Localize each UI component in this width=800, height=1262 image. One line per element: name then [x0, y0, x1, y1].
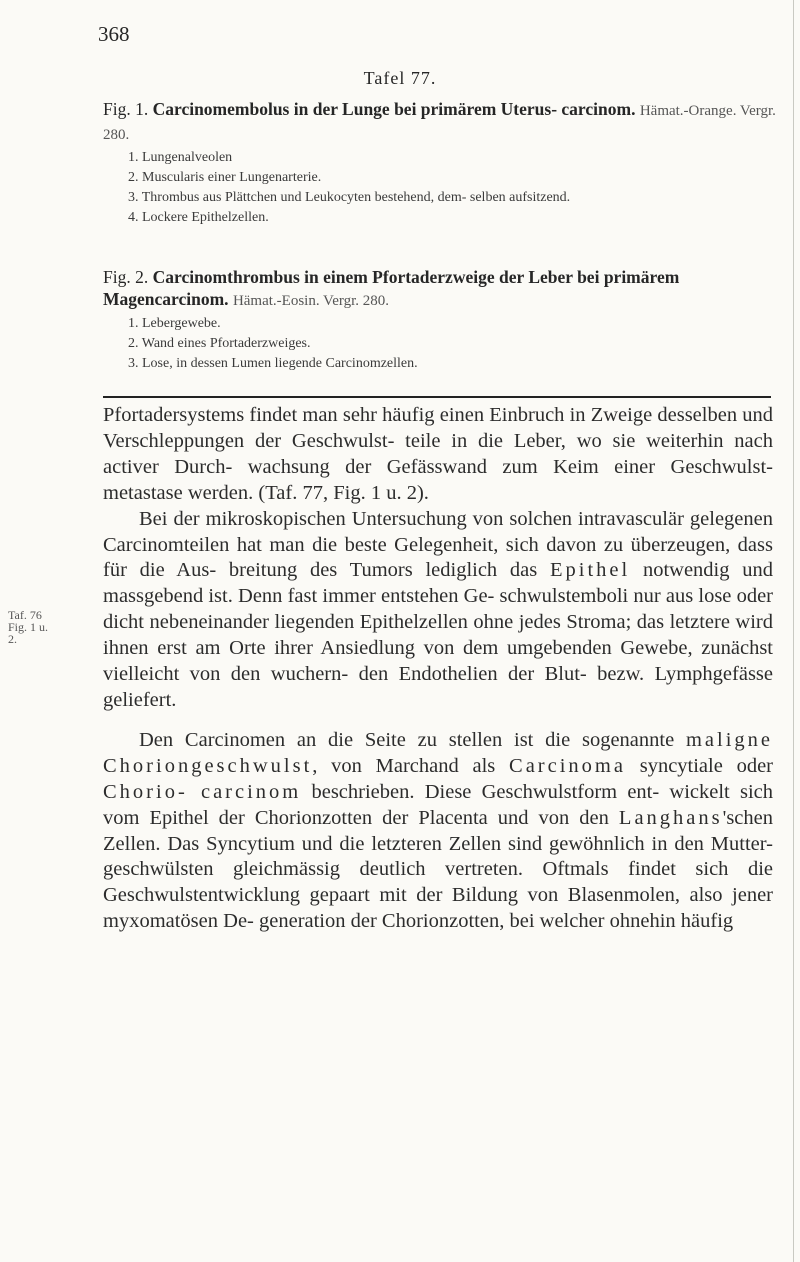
- figure-2-legend: [103, 314, 783, 374]
- figure-2-legend-item: 2. Wand eines Pfortaderzweiges.: [128, 336, 311, 351]
- figure-1-legend-item: 3. Thrombus aus Plättchen und Leukocyten bestehend, dem- selben aufsitzend.: [128, 190, 571, 205]
- figure-1-heading: [103, 98, 783, 146]
- page-edge-line: [793, 0, 794, 1262]
- margin-reference-line: Taf. 76: [8, 608, 42, 622]
- figure-2-caption: [103, 266, 783, 374]
- paragraph-1: Pfortadersystems findet man sehr häufig einen Einbruch in Zweige desselben und Verschleppungen der Geschwulst- teile in die Leber, wo sie weiterhin nach activer Durch- wachsung der Gefässwand zum Keim einer Geschwulst- metastase werden. (Taf. 77, Fig. 1 u. 2).: [103, 404, 773, 504]
- emphasis-epithel: Epithel: [550, 559, 631, 582]
- figure-1-title: Carcinomembolus in der Lunge bei primärem Uterus- carcinom.: [152, 99, 636, 119]
- body-text: [103, 403, 773, 935]
- paragraph-3-text: , von Marchand als: [312, 754, 510, 777]
- figure-2-title: Carcinomthrombus in einem Pfortaderzweige der Leber bei primärem Magencarcinom.: [103, 267, 680, 309]
- paragraph-3-text: syncytiale oder: [625, 754, 773, 777]
- figure-2-legend-item: 1. Lebergewebe.: [128, 316, 221, 331]
- paragraph-2-text: notwendig und massgebend ist. Denn fast immer entstehen Ge- schwulstemboli nur aus lose oder dicht nebeneinander liegenden Epithelzellen ohne jedes Stroma; das letztere wird ihnen erst am Orte ihrer Ansiedlung von dem umgebenden Gewebe, zunächst vielleicht von den wuchern- den Endothelien der Blut- bezw. Lymphgefässe geliefert.: [103, 559, 773, 711]
- paragraph-3: [103, 728, 773, 935]
- figure-1-legend: [103, 148, 783, 228]
- page-number: 368: [98, 22, 130, 46]
- figure-1-legend-item: 4. Lockere Epithelzellen.: [128, 210, 269, 225]
- emphasis-langhans: Langhans: [618, 806, 723, 829]
- figure-2-meta: Hämat.-Eosin. Vergr. 280.: [232, 293, 390, 309]
- margin-reference: [8, 609, 48, 645]
- figure-1-caption: [103, 98, 783, 228]
- paragraph-2: [103, 507, 773, 714]
- figure-2-label: Fig. 2.: [103, 267, 149, 287]
- margin-reference-line: Fig. 1 u. 2.: [8, 620, 49, 646]
- figure-2-legend-item: 3. Lose, in dessen Lumen liegende Carcinomzellen.: [128, 356, 418, 371]
- emphasis-choriocarcinom: Chorio- carcinom: [103, 780, 302, 803]
- figure-2-heading: [103, 266, 783, 312]
- plate-title: Tafel 77.: [363, 68, 437, 88]
- figure-1-legend-item: 2. Muscularis einer Lungenarterie.: [128, 170, 322, 185]
- paragraph-3-text: beschrieben. Diese Geschwulstform ent- wickelt sich vom Epithel der Chorionzotten der Placenta und von den: [103, 780, 773, 829]
- paragraph-2-text: Bei der mikroskopischen Untersuchung von solchen intravasculär gelegenen Carcinomteilen hat man die beste Gelegenheit, sich davon zu überzeugen, dass für die Aus- breitung des Tumors lediglich das: [103, 507, 773, 582]
- figure-1-meta: Hämat.-Orange. Vergr. 280.: [103, 103, 776, 143]
- paragraph-3-text: Den Carcinomen an die Seite zu stellen ist die sogenannte: [139, 728, 686, 751]
- section-divider: [103, 396, 771, 398]
- figure-1-legend-item: 1. Lungenalveolen: [128, 150, 233, 165]
- emphasis-carcinoma: Carcinoma: [509, 754, 626, 777]
- emphasis-maligne-choriongeschwulst: maligne Choriongeschwulst: [103, 728, 773, 777]
- paragraph-3-text: 'schen Zellen. Das Syncytium und die letzteren Zellen sind gewöhnlich in den Mutter- geschwülsten gleichmässig deutlich vertreten. Oftmals findet sich die Geschwulstentwicklung gepaart mit der Bildung von Blasenmolen, also jener myxomatösen De- generation der Chorionzotten, bei welcher ohnehin häufig: [103, 806, 773, 933]
- figure-1-label: Fig. 1.: [103, 99, 149, 119]
